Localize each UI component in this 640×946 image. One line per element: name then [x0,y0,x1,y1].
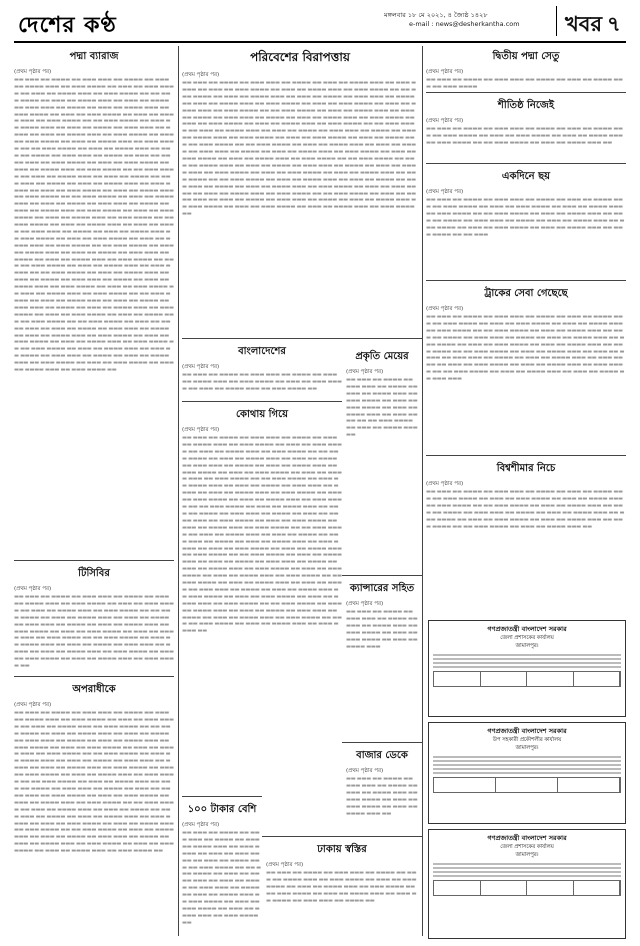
section-divider [182,338,342,339]
headline: কোথায় গিয়ে [235,409,289,420]
article-oparadhi [14,679,174,937]
article-bangladesh [182,341,342,399]
ad-table [433,777,621,793]
govt-notice-ad [428,620,626,717]
section-divider [426,163,626,164]
column-divider [178,46,179,936]
body-text: ▬▬ ▬▬▬ ▬▬ ▬▬▬▬ ▬▬ ▬▬▬ ▬▬▬ ▬▬ ▬▬▬▬ ▬▬ ▬▬▬ ▬▬ ▬▬▬▬ ▬▬▬ ▬▬ ▬▬▬ ▬▬▬▬ ▬▬ ▬▬▬ ▬▬ ▬▬▬ ▬▬▬▬ ▬▬ ▬▬▬ ▬▬ ▬▬▬▬ ▬▬▬ ▬▬ ▬▬▬ ▬▬▬▬ ▬▬ ▬▬ ▬▬▬ ▬▬▬▬ ▬▬ ▬▬▬ ▬▬ ▬▬▬▬ ▬▬▬ ▬▬ [346,377,418,436]
kicker: (প্রথম পৃষ্ঠার পর) [182,822,220,828]
body-text: ▬▬ ▬▬▬ ▬▬ ▬▬▬▬ ▬▬ ▬▬▬ ▬▬▬ ▬▬ ▬▬▬▬ ▬▬ ▬▬▬ ▬▬ ▬▬▬▬ ▬▬▬ ▬▬ ▬▬▬ ▬▬▬▬ ▬▬ ▬▬▬ ▬▬ ▬▬▬ ▬▬▬▬ ▬▬ ▬▬▬ ▬▬ ▬▬▬▬ ▬▬▬ [346,609,418,650]
article-bajar [346,745,418,835]
section-label-box [556,6,627,36]
article-ekdine [426,166,626,278]
headline: পদ্মা ব্যারাজ [69,51,119,62]
headline: বিশ্বশীমার নিচে [496,463,556,474]
headline: টিসিবির [78,568,110,579]
article-nirjon [426,95,626,161]
headline: বাজার ডেকে [356,750,408,761]
kicker: (প্রথম পৃষ্ঠার পর) [14,69,52,75]
ad-table [433,671,621,687]
body-text: ▬▬ ▬▬▬ ▬▬ ▬▬▬▬ ▬▬ ▬▬▬ ▬▬▬ ▬▬ ▬▬▬▬ ▬▬ ▬▬▬ ▬▬ ▬▬▬▬ ▬▬▬ ▬▬ ▬▬▬ ▬▬▬▬ ▬▬ ▬▬▬ ▬▬ ▬▬▬ ▬▬▬▬ ▬▬ ▬▬▬ ▬▬ ▬▬▬▬ ▬▬▬ ▬▬ ▬▬▬ ▬▬▬▬ ▬▬ ▬▬ ▬▬▬ ▬▬▬▬ ▬▬ ▬▬▬ ▬▬ ▬▬▬▬ ▬▬▬ ▬▬ ▬▬▬ ▬▬ ▬▬▬▬ ▬▬ ▬▬▬ ▬▬▬ ▬▬ ▬▬▬▬ ▬▬ ▬▬▬ ▬▬ ▬▬▬▬ ▬▬▬ ▬▬ ▬▬▬ ▬▬▬▬ ▬▬ ▬▬▬ ▬▬ ▬▬▬ ▬▬▬▬ ▬▬ ▬▬▬ ▬▬ ▬▬▬▬ ▬▬▬ ▬▬ ▬▬▬ ▬▬▬▬ ▬▬ ▬▬ ▬▬▬ ▬▬▬▬ ▬▬ ▬▬▬ ▬▬ ▬▬▬▬ ▬▬▬ ▬▬ ▬▬▬ ▬▬ ▬▬▬▬ ▬▬ ▬▬▬ ▬▬▬ ▬▬ ▬▬▬▬ ▬▬ ▬▬▬ ▬▬ ▬▬▬▬ ▬▬▬ ▬▬ ▬▬▬ ▬▬▬▬ ▬▬ ▬▬▬ ▬▬ ▬▬▬ ▬▬▬▬ ▬▬ ▬▬▬ ▬▬ ▬▬▬▬ ▬▬▬ ▬▬ ▬▬▬ ▬▬▬▬ ▬▬ ▬▬ ▬▬▬ ▬▬▬▬ ▬▬ ▬▬▬ ▬▬ ▬▬▬▬ ▬▬▬ ▬▬ ▬▬▬ ▬▬ ▬▬▬▬ ▬▬ ▬▬▬ ▬▬▬ ▬▬ ▬▬▬▬ ▬▬ ▬▬▬ ▬▬ ▬▬▬▬ ▬▬▬ ▬▬ ▬▬▬ ▬▬▬▬ ▬▬ ▬▬▬ ▬▬ ▬▬▬ ▬▬▬▬ ▬▬ ▬▬▬ ▬▬ ▬▬▬▬ ▬▬▬ ▬▬ ▬▬▬ ▬▬▬▬ ▬▬ ▬▬ ▬▬▬ ▬▬▬▬ ▬▬ ▬▬▬ ▬▬ ▬▬▬▬ ▬▬▬ ▬▬ ▬▬▬ ▬▬ ▬▬▬▬ ▬▬ ▬▬▬ ▬▬▬ ▬▬ ▬▬▬▬ ▬▬ ▬▬▬ ▬▬ ▬▬▬▬ ▬▬▬ ▬▬ ▬▬▬ ▬▬▬▬ ▬▬ ▬▬▬ ▬▬ ▬▬▬ ▬▬▬▬ ▬▬ ▬▬▬ ▬▬ ▬▬▬▬ ▬▬▬ ▬▬ ▬▬▬ ▬▬▬▬ ▬▬ ▬▬ ▬▬▬ ▬▬▬▬ ▬▬ ▬▬▬ ▬▬ ▬▬▬▬ ▬▬▬ ▬▬ ▬▬▬ ▬▬ ▬▬▬▬ ▬▬ ▬▬▬ ▬▬▬ ▬▬ ▬▬▬▬ ▬▬ ▬▬▬ ▬▬ ▬▬▬▬ ▬▬▬ ▬▬ ▬▬▬ ▬▬▬▬ ▬▬ ▬▬▬ ▬▬ ▬▬▬ ▬▬▬▬ ▬▬ ▬▬▬ ▬▬ ▬▬▬▬ ▬▬▬ ▬▬ ▬▬▬ ▬▬▬▬ ▬▬ [14,710,174,855]
section-divider [342,742,422,743]
headline: ক্যান্সারের সহিত [349,583,415,594]
ad-title: গণপ্রজাতন্ত্রী বাংলাদেশ সরকার [487,834,567,842]
ad-title: গণপ্রজাতন্ত্রী বাংলাদেশ সরকার [487,625,567,633]
article-tcb [14,563,174,673]
body-text: ▬▬ ▬▬▬ ▬▬ ▬▬▬▬ ▬▬ ▬▬▬ ▬▬▬ ▬▬ ▬▬▬▬ ▬▬ ▬▬▬ ▬▬ ▬▬▬▬ ▬▬▬ ▬▬ ▬▬▬ ▬▬▬▬ ▬▬ ▬▬▬ ▬▬ ▬▬▬ ▬▬▬▬ ▬▬ ▬▬▬ ▬▬ ▬▬▬▬ ▬▬▬ ▬▬ [346,776,418,817]
headline: প্রকৃতি মেয়ের [355,351,409,362]
section-divider [426,92,626,93]
kicker: (প্রথম পৃষ্ঠার পর) [346,601,384,607]
ad-body [433,756,621,774]
govt-tender-ad [428,722,626,824]
kicker: (প্রথম পৃষ্ঠার পর) [14,702,52,708]
section-name: খবর [565,11,603,36]
article-prakriti [346,346,418,436]
kicker: (প্রথম পৃষ্ঠার পর) [426,69,464,75]
article-dhaka-swasti [266,839,418,937]
ad-subtitle-2: জামালপুর। [515,852,539,858]
section-divider [262,836,422,837]
page-number: ৭ [607,11,621,36]
kicker: (প্রথম পৃষ্ঠার পর) [426,306,464,312]
headline: ট্রাকের সেবা গেছেছে [484,288,568,299]
body-text: ▬▬ ▬▬▬ ▬▬ ▬▬▬▬ ▬▬ ▬▬▬ ▬▬▬ ▬▬ ▬▬▬▬ ▬▬ ▬▬▬ ▬▬ ▬▬▬▬ ▬▬▬ ▬▬ ▬▬▬ ▬▬▬▬ ▬▬ ▬▬▬ ▬▬ ▬▬▬ ▬▬▬▬ ▬▬ ▬▬▬ ▬▬ ▬▬▬▬ ▬▬▬ ▬▬ ▬▬▬ ▬▬▬▬ ▬▬ ▬▬ ▬▬▬ ▬▬▬▬ ▬▬ ▬▬▬ ▬▬ ▬▬▬▬ ▬▬▬ ▬▬ [426,126,623,146]
body-text: ▬▬ ▬▬▬ ▬▬ ▬▬▬▬ ▬▬ ▬▬▬ ▬▬▬ ▬▬ ▬▬▬▬ ▬▬ ▬▬▬ ▬▬ ▬▬▬▬ ▬▬▬ ▬▬ ▬▬▬ ▬▬▬▬ ▬▬ ▬▬▬ ▬▬ ▬▬▬ ▬▬▬▬ ▬▬ ▬▬▬ ▬▬ ▬▬▬▬ ▬▬▬ ▬▬ ▬▬▬ ▬▬▬▬ ▬▬ ▬▬ ▬▬▬ ▬▬▬▬ ▬▬ ▬▬▬ ▬▬ ▬▬▬▬ ▬▬▬ ▬▬ ▬▬▬ ▬▬ ▬▬▬▬ ▬▬ ▬▬▬ ▬▬▬ ▬▬ ▬▬▬▬ ▬▬ ▬▬▬ ▬▬ ▬▬▬▬ ▬▬▬ ▬▬ ▬▬▬ ▬▬▬▬ ▬▬ ▬▬▬ ▬▬ ▬▬▬ ▬▬▬▬ ▬▬ ▬▬▬ ▬▬ ▬▬▬▬ ▬▬▬ ▬▬ ▬▬▬ ▬▬▬▬ ▬▬ ▬▬ ▬▬▬ ▬▬▬▬ ▬▬ ▬▬▬ ▬▬ ▬▬▬▬ ▬▬▬ ▬▬ [426,489,625,530]
headline: পরিবেশের বিরাপত্তায় [250,50,350,64]
ad-subtitle-2: জামালপুর। [515,745,539,751]
masthead [14,6,626,40]
headline: অপরাধীকে [72,684,116,695]
newspaper-logo: দেশের কণ্ঠ [18,12,117,38]
article-ranjana [346,578,418,658]
masthead-rule [14,41,626,43]
body-text: ▬▬ ▬▬▬ ▬▬ ▬▬▬▬ ▬▬ ▬▬▬ ▬▬▬ ▬▬ ▬▬▬▬ ▬▬ ▬▬▬ ▬▬ ▬▬▬▬ ▬▬▬ ▬▬ ▬▬▬ ▬▬▬▬ ▬▬ ▬▬▬ ▬▬ ▬▬▬ ▬▬▬▬ ▬▬ ▬▬▬ ▬▬ ▬▬▬▬ ▬▬▬ ▬▬ ▬▬▬ ▬▬▬▬ ▬▬ ▬▬ ▬▬▬ ▬▬▬▬ ▬▬ ▬▬▬ ▬▬ ▬▬▬▬ ▬▬▬ ▬▬ ▬▬▬ ▬▬ ▬▬▬▬ ▬▬ ▬▬▬ ▬▬▬ ▬▬ ▬▬▬▬ ▬▬ ▬▬▬ ▬▬ ▬▬▬▬ ▬▬▬ ▬▬ ▬▬▬ ▬▬▬▬ ▬▬ ▬▬▬ ▬▬ ▬▬▬ ▬▬▬▬ ▬▬ ▬▬▬ ▬▬ ▬▬▬▬ ▬▬▬ ▬▬ ▬▬▬ ▬▬▬▬ ▬▬ [182,830,261,926]
kicker: (প্রথম পৃষ্ঠার পর) [346,768,384,774]
headline: দ্বিতীয় পদ্মা সেতু [492,51,560,62]
headline: একদিনে ছয় [501,171,551,182]
ad-title: গণপ্রজাতন্ত্রী বাংলাদেশ সরকার [487,727,567,735]
kicker: (প্রথম পৃষ্ঠার পর) [426,118,464,124]
headline: ১০০ টাকার বেশি [187,804,257,815]
article-kothay [182,404,342,794]
article-poribesh [182,46,418,336]
article-dwitiyo-padma [426,46,626,90]
section-divider [182,796,262,797]
kicker: (প্রথম পৃষ্ঠার পর) [266,862,304,868]
ad-subtitle-2: জামালপুর। [515,643,539,649]
headline: বাংলাদেশের [238,346,286,357]
body-text: ▬▬ ▬▬▬ ▬▬ ▬▬▬▬ ▬▬ ▬▬▬ ▬▬▬ ▬▬ ▬▬▬▬ ▬▬ ▬▬▬ ▬▬ ▬▬▬▬ ▬▬▬ ▬▬ ▬▬▬ ▬▬▬▬ ▬▬ ▬▬▬ ▬▬ ▬▬▬ ▬▬▬▬ ▬▬ ▬▬▬ ▬▬ ▬▬▬▬ ▬▬▬ ▬▬ ▬▬▬ ▬▬▬▬ ▬▬ ▬▬ ▬▬▬ ▬▬▬▬ ▬▬ ▬▬▬ ▬▬ ▬▬▬▬ ▬▬▬ ▬▬ ▬▬▬ ▬▬ ▬▬▬▬ ▬▬ ▬▬▬ ▬▬▬ ▬▬ ▬▬▬▬ ▬▬ ▬▬▬ ▬▬ ▬▬▬▬ ▬▬▬ ▬▬ ▬▬▬ ▬▬▬▬ ▬▬ ▬▬▬ ▬▬ ▬▬▬ ▬▬▬▬ ▬▬ ▬▬▬ ▬▬ ▬▬▬▬ ▬▬▬ ▬▬ ▬▬▬ ▬▬▬▬ ▬▬ ▬▬ ▬▬▬ ▬▬▬▬ ▬▬ ▬▬▬ ▬▬ ▬▬▬▬ ▬▬▬ ▬▬ ▬▬▬ ▬▬ ▬▬▬▬ ▬▬ ▬▬▬ ▬▬▬ ▬▬ ▬▬▬▬ ▬▬ ▬▬▬ ▬▬ ▬▬▬▬ ▬▬▬ ▬▬ ▬▬▬ ▬▬▬▬ ▬▬ ▬▬▬ ▬▬ ▬▬▬ ▬▬▬▬ ▬▬ ▬▬▬ ▬▬ ▬▬▬▬ ▬▬▬ ▬▬ ▬▬▬ ▬▬▬▬ ▬▬ ▬▬ ▬▬▬ ▬▬▬▬ ▬▬ ▬▬▬ ▬▬ ▬▬▬▬ ▬▬▬ ▬▬ ▬▬▬ ▬▬ ▬▬▬▬ ▬▬ ▬▬▬ ▬▬▬ ▬▬ ▬▬▬▬ ▬▬ ▬▬▬ ▬▬ ▬▬▬▬ ▬▬▬ ▬▬ ▬▬▬ ▬▬▬▬ ▬▬ ▬▬▬ ▬▬ ▬▬▬ ▬▬▬▬ ▬▬ ▬▬▬ ▬▬ ▬▬▬▬ ▬▬▬ ▬▬ ▬▬▬ ▬▬▬▬ ▬▬ ▬▬ ▬▬▬ ▬▬▬▬ ▬▬ ▬▬▬ ▬▬ ▬▬▬▬ ▬▬▬ ▬▬ ▬▬▬ ▬▬ ▬▬▬▬ ▬▬ ▬▬▬ ▬▬▬ ▬▬ ▬▬▬▬ ▬▬ ▬▬▬ ▬▬ ▬▬▬▬ ▬▬▬ ▬▬ ▬▬▬ ▬▬▬▬ ▬▬ ▬▬▬ ▬▬ ▬▬▬ ▬▬▬▬ ▬▬ ▬▬▬ ▬▬ ▬▬▬▬ ▬▬▬ ▬▬ ▬▬▬ ▬▬▬▬ ▬▬ ▬▬ ▬▬▬ ▬▬▬▬ ▬▬ ▬▬▬ ▬▬ ▬▬▬▬ ▬▬▬ ▬▬ ▬▬▬ ▬▬ ▬▬▬▬ ▬▬ ▬▬▬ ▬▬▬ ▬▬ ▬▬▬▬ ▬▬ ▬▬▬ ▬▬ ▬▬▬▬ ▬▬▬ ▬▬ ▬▬▬ ▬▬▬▬ ▬▬ ▬▬▬ ▬▬ ▬▬▬ ▬▬▬▬ ▬▬ ▬▬▬ ▬▬ ▬▬▬▬ ▬▬▬ ▬▬ ▬▬▬ ▬▬▬▬ ▬▬ ▬▬ ▬▬▬ ▬▬▬▬ ▬▬ ▬▬▬ ▬▬ ▬▬▬▬ ▬▬▬ ▬▬ ▬▬▬ ▬▬ ▬▬▬▬ ▬▬ ▬▬▬ ▬▬▬ ▬▬ ▬▬▬▬ ▬▬ ▬▬▬ ▬▬ ▬▬▬▬ ▬▬▬ ▬▬ ▬▬▬ ▬▬▬▬ ▬▬ ▬▬▬ ▬▬ ▬▬▬ ▬▬▬▬ ▬▬ ▬▬▬ ▬▬ ▬▬▬▬ ▬▬▬ ▬▬ ▬▬▬ ▬▬▬▬ ▬▬ ▬▬ ▬▬▬ ▬▬▬▬ ▬▬ ▬▬▬ ▬▬ ▬▬▬▬ ▬▬▬ ▬▬ ▬▬▬ ▬▬ ▬▬▬▬ ▬▬ ▬▬▬ ▬▬▬ ▬▬ ▬▬▬▬ ▬▬ ▬▬▬ ▬▬ ▬▬▬▬ ▬▬▬ ▬▬ ▬▬▬ ▬▬▬▬ ▬▬ ▬▬▬ ▬▬ ▬▬▬ ▬▬▬▬ ▬▬ ▬▬▬ ▬▬ ▬▬▬▬ ▬▬▬ ▬▬ ▬▬▬ ▬▬▬▬ ▬▬ [182,435,342,635]
kicker: (প্রথম পৃষ্ঠার পর) [426,189,464,195]
ad-body [433,654,621,668]
headline: ঢাকায় স্বস্তির [317,844,367,855]
column-divider [422,46,423,936]
section-divider [342,575,422,576]
body-text: ▬▬ ▬▬▬ ▬▬ ▬▬▬▬ ▬▬ ▬▬▬ ▬▬▬ ▬▬ ▬▬▬▬ ▬▬ ▬▬▬ ▬▬ ▬▬▬▬ ▬▬▬ ▬▬ ▬▬▬ ▬▬▬▬ ▬▬ ▬▬▬ ▬▬ ▬▬▬ ▬▬▬▬ ▬▬ ▬▬▬ ▬▬ ▬▬▬▬ ▬▬▬ ▬▬ ▬▬▬ ▬▬▬▬ ▬▬ ▬▬ ▬▬▬ ▬▬▬▬ ▬▬ ▬▬▬ ▬▬ ▬▬▬▬ ▬▬▬ ▬▬ ▬▬▬ ▬▬ ▬▬▬▬ ▬▬ ▬▬▬ ▬▬▬ ▬▬ ▬▬▬▬ ▬▬ ▬▬▬ ▬▬ ▬▬▬▬ ▬▬▬ ▬▬ ▬▬▬ ▬▬▬▬ ▬▬ ▬▬▬ ▬▬ ▬▬▬ ▬▬▬▬ ▬▬ ▬▬▬ ▬▬ ▬▬▬▬ ▬▬▬ ▬▬ ▬▬▬ ▬▬▬▬ ▬▬ ▬▬ ▬▬▬ [426,197,625,238]
body-text: ▬▬ ▬▬▬ ▬▬ ▬▬▬▬ ▬▬ ▬▬▬ ▬▬▬ ▬▬ ▬▬▬▬ ▬▬ ▬▬▬ ▬▬ ▬▬▬▬ ▬▬▬ ▬▬ ▬▬▬ ▬▬▬▬ ▬▬ ▬▬▬ ▬▬ ▬▬▬ ▬▬▬▬ ▬▬ ▬▬▬ ▬▬ ▬▬▬▬ ▬▬▬ ▬▬ ▬▬▬ ▬▬▬▬ ▬▬ ▬▬ ▬▬▬ ▬▬▬▬ ▬▬ ▬▬▬ ▬▬ ▬▬▬▬ ▬▬▬ ▬▬ ▬▬▬ ▬▬ ▬▬▬▬ ▬▬ ▬▬▬ ▬▬▬ ▬▬ ▬▬▬▬ ▬▬ [266,870,417,904]
ad-subtitle: জেলা প্রশাসকের কার্যালয় [500,844,554,850]
article-truck [426,283,626,453]
section-divider [426,455,626,456]
kicker: (প্রথম পৃষ্ঠার পর) [182,72,220,78]
section-divider [342,338,422,339]
article-padma [14,46,174,558]
body-text: ▬▬ ▬▬▬ ▬▬ ▬▬▬▬ ▬▬ ▬▬▬ ▬▬▬ ▬▬ ▬▬▬▬ ▬▬ ▬▬▬ ▬▬ ▬▬▬▬ ▬▬▬ ▬▬ ▬▬▬ ▬▬▬▬ [426,77,623,90]
ad-table [433,880,621,896]
section-divider [426,280,626,281]
body-text: ▬▬ ▬▬▬ ▬▬ ▬▬▬▬ ▬▬ ▬▬▬ ▬▬▬ ▬▬ ▬▬▬▬ ▬▬ ▬▬▬ ▬▬ ▬▬▬▬ ▬▬▬ ▬▬ ▬▬▬ ▬▬▬▬ ▬▬ ▬▬▬ ▬▬ ▬▬▬ ▬▬▬▬ ▬▬ ▬▬▬ ▬▬ ▬▬▬▬ ▬▬▬ ▬▬ ▬▬▬ ▬▬▬▬ ▬▬ ▬▬ ▬▬▬ ▬▬▬▬ ▬▬ ▬▬▬ ▬▬ ▬▬▬▬ ▬▬▬ ▬▬ ▬▬▬ ▬▬ ▬▬▬▬ ▬▬ ▬▬▬ ▬▬▬ ▬▬ ▬▬▬▬ ▬▬ ▬▬▬ ▬▬ ▬▬▬▬ ▬▬▬ ▬▬ ▬▬▬ ▬▬▬▬ ▬▬ ▬▬▬ ▬▬ ▬▬▬ ▬▬▬▬ ▬▬ ▬▬▬ ▬▬ ▬▬▬▬ ▬▬▬ ▬▬ ▬▬▬ ▬▬▬▬ ▬▬ ▬▬ ▬▬▬ ▬▬▬▬ ▬▬ ▬▬▬ ▬▬ ▬▬▬▬ ▬▬▬ ▬▬ ▬▬▬ ▬▬ ▬▬▬▬ ▬▬ ▬▬▬ ▬▬▬ ▬▬ ▬▬▬▬ ▬▬ ▬▬▬ ▬▬ ▬▬▬▬ ▬▬▬ ▬▬ ▬▬▬ ▬▬▬▬ ▬▬ ▬▬▬ ▬▬ ▬▬▬ ▬▬▬▬ ▬▬ ▬▬▬ ▬▬ ▬▬▬▬ ▬▬▬ ▬▬ ▬▬▬ ▬▬▬▬ ▬▬ ▬▬ ▬▬▬ ▬▬▬▬ ▬▬ ▬▬▬ ▬▬ ▬▬▬▬ ▬▬▬ ▬▬ ▬▬▬ ▬▬ ▬▬▬▬ ▬▬ ▬▬▬ ▬▬▬ [426,314,625,383]
issue-date: মঙ্গলবার ১৮ মে ২০২১, ৪ জ্যৈষ্ঠ ১৪২৮ [384,11,488,19]
article-100-taka [182,799,262,937]
section-divider [14,560,174,561]
kicker: (প্রথম পৃষ্ঠার পর) [346,369,384,375]
headline: শীতিষ্ঠ নিজেই [497,100,555,111]
body-text: ▬▬ ▬▬▬ ▬▬ ▬▬▬▬ ▬▬ ▬▬▬ ▬▬▬ ▬▬ ▬▬▬▬ ▬▬ ▬▬▬ ▬▬ ▬▬▬▬ ▬▬▬ ▬▬ ▬▬▬ ▬▬▬▬ ▬▬ ▬▬▬ ▬▬ ▬▬▬ ▬▬▬▬ ▬▬ ▬▬▬ ▬▬ ▬▬▬▬ ▬▬▬ ▬▬ ▬▬▬ ▬▬▬▬ ▬▬ [182,372,342,392]
kicker: (প্রথম পৃষ্ঠার পর) [182,364,220,370]
kicker: (প্রথম পৃষ্ঠার পর) [14,586,52,592]
section-divider [182,401,342,402]
kicker: (প্রথম পৃষ্ঠার পর) [426,481,464,487]
body-text: ▬▬ ▬▬▬ ▬▬ ▬▬▬▬ ▬▬ ▬▬▬ ▬▬▬ ▬▬ ▬▬▬▬ ▬▬ ▬▬▬ ▬▬ ▬▬▬▬ ▬▬▬ ▬▬ ▬▬▬ ▬▬▬▬ ▬▬ ▬▬▬ ▬▬ ▬▬▬ ▬▬▬▬ ▬▬ ▬▬▬ ▬▬ ▬▬▬▬ ▬▬▬ ▬▬ ▬▬▬ ▬▬▬▬ ▬▬ ▬▬ ▬▬▬ ▬▬▬▬ ▬▬ ▬▬▬ ▬▬ ▬▬▬▬ ▬▬▬ ▬▬ ▬▬▬ ▬▬ ▬▬▬▬ ▬▬ ▬▬▬ ▬▬▬ ▬▬ ▬▬▬▬ ▬▬ ▬▬▬ ▬▬ ▬▬▬▬ ▬▬▬ ▬▬ ▬▬▬ ▬▬▬▬ ▬▬ ▬▬▬ ▬▬ ▬▬▬ ▬▬▬▬ ▬▬ ▬▬▬ ▬▬ ▬▬▬▬ ▬▬▬ ▬▬ ▬▬▬ ▬▬▬▬ ▬▬ ▬▬ ▬▬▬ ▬▬▬▬ ▬▬ ▬▬▬ ▬▬ ▬▬▬▬ ▬▬▬ ▬▬ ▬▬▬ ▬▬ ▬▬▬▬ ▬▬ ▬▬▬ ▬▬▬ ▬▬ ▬▬▬▬ ▬▬ ▬▬▬ ▬▬ ▬▬▬▬ ▬▬▬ ▬▬ ▬▬▬ ▬▬▬▬ ▬▬ ▬▬▬ ▬▬ ▬▬▬ ▬▬▬▬ ▬▬ ▬▬▬ ▬▬ ▬▬▬▬ ▬▬▬ ▬▬ ▬▬▬ ▬▬▬▬ ▬▬ ▬▬ ▬▬▬ ▬▬▬▬ ▬▬ ▬▬▬ ▬▬ ▬▬▬▬ ▬▬▬ ▬▬ ▬▬▬ ▬▬ ▬▬▬▬ ▬▬ ▬▬▬ ▬▬▬ ▬▬ ▬▬▬▬ ▬▬ ▬▬▬ ▬▬ ▬▬▬▬ ▬▬▬ ▬▬ ▬▬▬ ▬▬▬▬ ▬▬ ▬▬▬ ▬▬ ▬▬▬ ▬▬▬▬ ▬▬ ▬▬▬ ▬▬ ▬▬▬▬ ▬▬▬ ▬▬ ▬▬▬ ▬▬▬▬ ▬▬ ▬▬ ▬▬▬ ▬▬▬▬ ▬▬ ▬▬▬ ▬▬ ▬▬▬▬ ▬▬▬ ▬▬ ▬▬▬ ▬▬ ▬▬▬▬ ▬▬ ▬▬▬ ▬▬▬ ▬▬ ▬▬▬▬ ▬▬ ▬▬▬ ▬▬ ▬▬▬▬ ▬▬▬ ▬▬ ▬▬▬ ▬▬▬▬ ▬▬ ▬▬▬ ▬▬ ▬▬▬ ▬▬▬▬ ▬▬ ▬▬▬ ▬▬ ▬▬▬▬ ▬▬▬ ▬▬ ▬▬▬ ▬▬▬▬ ▬▬ ▬▬ ▬▬▬ ▬▬▬▬ ▬▬ ▬▬▬ ▬▬ ▬▬▬▬ ▬▬▬ ▬▬ ▬▬▬ ▬▬ ▬▬▬▬ ▬▬ ▬▬▬ ▬▬▬ ▬▬ ▬▬▬▬ ▬▬ ▬▬▬ ▬▬ ▬▬▬▬ ▬▬▬ ▬▬ ▬▬▬ ▬▬▬▬ ▬▬ ▬▬▬ ▬▬ ▬▬▬ ▬▬▬▬ ▬▬ ▬▬▬ ▬▬ ▬▬▬▬ ▬▬▬ ▬▬ ▬▬▬ ▬▬▬▬ ▬▬ ▬▬ ▬▬▬ ▬▬▬▬ ▬▬ ▬▬▬ ▬▬ ▬▬▬▬ ▬▬▬ ▬▬ ▬▬▬ ▬▬ ▬▬▬▬ ▬▬ ▬▬▬ ▬▬▬ ▬▬ ▬▬▬▬ ▬▬ ▬▬▬ ▬▬ ▬▬▬▬ ▬▬▬ ▬▬ ▬▬▬ ▬▬▬▬ ▬▬ ▬▬▬ ▬▬ ▬▬▬ ▬▬▬▬ ▬▬ ▬▬▬ ▬▬ ▬▬▬▬ ▬▬▬ ▬▬ ▬▬▬ ▬▬▬▬ ▬▬ ▬▬ ▬▬▬ ▬▬▬▬ ▬▬ ▬▬▬ ▬▬ ▬▬▬▬ ▬▬▬ ▬▬ ▬▬▬ ▬▬ ▬▬▬▬ ▬▬ ▬▬▬ ▬▬▬ ▬▬ ▬▬▬▬ ▬▬ ▬▬▬ ▬▬ ▬▬▬▬ ▬▬▬ ▬▬ ▬▬▬ ▬▬▬▬ ▬▬ ▬▬▬ ▬▬ ▬▬▬ ▬▬▬▬ ▬▬ ▬▬▬ ▬▬ ▬▬▬▬ ▬▬▬ ▬▬ ▬▬▬ ▬▬▬▬ ▬▬ ▬▬ ▬▬▬ ▬▬▬▬ ▬▬ ▬▬▬ ▬▬ ▬▬▬▬ ▬▬▬ ▬▬ ▬▬▬ ▬▬ ▬▬▬▬ ▬▬ ▬▬▬ ▬▬▬ ▬▬ ▬▬▬▬ ▬▬ ▬▬▬ ▬▬ ▬▬▬▬ ▬▬▬ ▬▬ ▬▬▬ ▬▬▬▬ ▬▬ ▬▬▬ ▬▬ ▬▬▬ ▬▬▬▬ ▬▬ ▬▬▬ ▬▬ ▬▬▬▬ ▬▬▬ ▬▬ ▬▬▬ ▬▬▬▬ ▬▬ ▬▬ ▬▬▬ ▬▬▬▬ ▬▬ ▬▬▬ ▬▬ ▬▬▬▬ ▬▬▬ ▬▬ ▬▬▬ ▬▬ ▬▬▬▬ ▬▬ ▬▬▬ ▬▬▬ ▬▬ ▬▬▬▬ ▬▬ ▬▬▬ ▬▬ ▬▬▬▬ ▬▬▬ ▬▬ ▬▬▬ ▬▬▬▬ ▬▬ ▬▬▬ ▬▬ ▬▬▬ ▬▬▬▬ ▬▬ ▬▬▬ ▬▬ ▬▬▬▬ ▬▬▬ ▬▬ ▬▬▬ ▬▬▬▬ ▬▬ ▬▬ ▬▬▬ ▬▬▬▬ ▬▬ ▬▬▬ ▬▬ ▬▬▬▬ ▬▬▬ ▬▬ ▬▬▬ ▬▬ ▬▬▬▬ ▬▬ ▬▬▬ ▬▬▬ ▬▬ ▬▬▬▬ ▬▬ ▬▬▬ ▬▬ ▬▬▬▬ ▬▬▬ ▬▬ ▬▬▬ ▬▬▬▬ ▬▬ ▬▬▬ ▬▬ ▬▬▬ ▬▬▬▬ ▬▬ ▬▬▬ ▬▬ ▬▬▬▬ ▬▬▬ ▬▬ ▬▬▬ ▬▬▬▬ ▬▬ ▬▬ ▬▬▬ ▬▬▬▬ ▬▬ ▬▬▬ ▬▬ ▬▬▬▬ ▬▬▬ ▬▬ ▬▬▬ ▬▬ ▬▬▬▬ ▬▬ ▬▬▬ ▬▬▬ ▬▬ ▬▬▬▬ ▬▬ ▬▬▬ ▬▬ ▬▬▬▬ ▬▬▬ ▬▬ ▬▬▬ ▬▬▬▬ ▬▬ ▬▬▬ ▬▬ ▬▬▬ ▬▬▬▬ ▬▬ ▬▬▬ ▬▬ ▬▬▬▬ ▬▬▬ ▬▬ ▬▬▬ ▬▬▬▬ ▬▬ [14,77,174,374]
body-text: ▬▬ ▬▬▬ ▬▬ ▬▬▬▬ ▬▬ ▬▬▬ ▬▬▬ ▬▬ ▬▬▬▬ ▬▬ ▬▬▬ ▬▬ ▬▬▬▬ ▬▬▬ ▬▬ ▬▬▬ ▬▬▬▬ ▬▬ ▬▬▬ ▬▬ ▬▬▬ ▬▬▬▬ ▬▬ ▬▬▬ ▬▬ ▬▬▬▬ ▬▬▬ ▬▬ ▬▬▬ ▬▬▬▬ ▬▬ ▬▬ ▬▬▬ ▬▬▬▬ ▬▬ ▬▬▬ ▬▬ ▬▬▬▬ ▬▬▬ ▬▬ ▬▬▬ ▬▬ ▬▬▬▬ ▬▬ ▬▬▬ ▬▬▬ ▬▬ ▬▬▬▬ ▬▬ ▬▬▬ ▬▬ ▬▬▬▬ ▬▬▬ ▬▬ ▬▬▬ ▬▬▬▬ ▬▬ ▬▬▬ ▬▬ ▬▬▬ ▬▬▬▬ ▬▬ ▬▬▬ ▬▬ ▬▬▬▬ ▬▬▬ ▬▬ ▬▬▬ ▬▬▬▬ ▬▬ ▬▬ ▬▬▬ ▬▬▬▬ ▬▬ ▬▬▬ ▬▬ ▬▬▬▬ ▬▬▬ ▬▬ ▬▬▬ ▬▬ ▬▬▬▬ ▬▬ ▬▬▬ ▬▬▬ ▬▬ ▬▬▬▬ ▬▬ ▬▬▬ ▬▬ ▬▬▬▬ ▬▬▬ ▬▬ ▬▬▬ ▬▬▬▬ ▬▬ ▬▬▬ ▬▬ ▬▬▬ ▬▬▬▬ ▬▬ ▬▬▬ ▬▬ ▬▬▬▬ ▬▬▬ ▬▬ ▬▬▬ ▬▬▬▬ ▬▬ [14,594,174,670]
ad-subtitle: জেলা প্রশাসকের কার্যালয় [500,635,554,641]
govt-notice-ad-2 [428,829,626,939]
section-divider [14,676,174,677]
article-bishwas [426,458,626,570]
body-text: ▬▬ ▬▬▬ ▬▬ ▬▬▬▬ ▬▬ ▬▬▬ ▬▬▬ ▬▬ ▬▬▬▬ ▬▬ ▬▬▬ ▬▬ ▬▬▬▬ ▬▬▬ ▬▬ ▬▬▬ ▬▬▬▬ ▬▬ ▬▬▬ ▬▬ ▬▬▬ ▬▬▬▬ ▬▬ ▬▬▬ ▬▬ ▬▬▬▬ ▬▬▬ ▬▬ ▬▬▬ ▬▬▬▬ ▬▬ ▬▬ ▬▬▬ ▬▬▬▬ ▬▬ ▬▬▬ ▬▬ ▬▬▬▬ ▬▬▬ ▬▬ ▬▬▬ ▬▬ ▬▬▬▬ ▬▬ ▬▬▬ ▬▬▬ ▬▬ ▬▬▬▬ ▬▬ ▬▬▬ ▬▬ ▬▬▬▬ ▬▬▬ ▬▬ ▬▬▬ ▬▬▬▬ ▬▬ ▬▬▬ ▬▬ ▬▬▬ ▬▬▬▬ ▬▬ ▬▬▬ ▬▬ ▬▬▬▬ ▬▬▬ ▬▬ ▬▬▬ ▬▬▬▬ ▬▬ ▬▬ ▬▬▬ ▬▬▬▬ ▬▬ ▬▬▬ ▬▬ ▬▬▬▬ ▬▬▬ ▬▬ ▬▬▬ ▬▬ ▬▬▬▬ ▬▬ ▬▬▬ ▬▬▬ ▬▬ ▬▬▬▬ ▬▬ ▬▬▬ ▬▬ ▬▬▬▬ ▬▬▬ ▬▬ ▬▬▬ ▬▬▬▬ ▬▬ ▬▬▬ ▬▬ ▬▬▬ ▬▬▬▬ ▬▬ ▬▬▬ ▬▬ ▬▬▬▬ ▬▬▬ ▬▬ ▬▬▬ ▬▬▬▬ ▬▬ ▬▬ ▬▬▬ ▬▬▬▬ ▬▬ ▬▬▬ ▬▬ ▬▬▬▬ ▬▬▬ ▬▬ ▬▬▬ ▬▬ ▬▬▬▬ ▬▬ ▬▬▬ ▬▬▬ ▬▬ ▬▬▬▬ ▬▬ ▬▬▬ ▬▬ ▬▬▬▬ ▬▬▬ ▬▬ ▬▬▬ ▬▬▬▬ ▬▬ ▬▬▬ ▬▬ ▬▬▬ ▬▬▬▬ ▬▬ ▬▬▬ ▬▬ ▬▬▬▬ ▬▬▬ ▬▬ ▬▬▬ ▬▬▬▬ ▬▬ ▬▬ ▬▬▬ ▬▬▬▬ ▬▬ ▬▬▬ ▬▬ ▬▬▬▬ ▬▬▬ ▬▬ ▬▬▬ ▬▬ ▬▬▬▬ ▬▬ ▬▬▬ ▬▬▬ ▬▬ ▬▬▬▬ ▬▬ ▬▬▬ ▬▬ ▬▬▬▬ ▬▬▬ ▬▬ ▬▬▬ ▬▬▬▬ ▬▬ ▬▬▬ ▬▬ ▬▬▬ ▬▬▬▬ ▬▬ ▬▬▬ ▬▬ ▬▬▬▬ ▬▬▬ ▬▬ ▬▬▬ ▬▬▬▬ ▬▬ ▬▬ ▬▬▬ ▬▬▬▬ ▬▬ ▬▬▬ ▬▬ ▬▬▬▬ ▬▬▬ ▬▬ ▬▬▬ ▬▬ ▬▬▬▬ ▬▬ ▬▬▬ ▬▬▬ ▬▬ ▬▬▬▬ ▬▬ ▬▬▬ ▬▬ ▬▬▬▬ ▬▬▬ ▬▬ ▬▬▬ ▬▬▬▬ ▬▬ ▬▬▬ ▬▬ ▬▬▬ ▬▬▬▬ ▬▬ ▬▬▬ ▬▬ ▬▬▬▬ ▬▬▬ ▬▬ ▬▬▬ ▬▬▬▬ ▬▬ ▬▬ ▬▬▬ ▬▬▬▬ ▬▬ ▬▬▬ ▬▬ ▬▬▬▬ ▬▬▬ ▬▬ ▬▬▬ ▬▬ ▬▬▬▬ ▬▬ ▬▬▬ ▬▬▬ ▬▬ ▬▬▬▬ ▬▬ ▬▬▬ ▬▬ ▬▬▬▬ ▬▬▬ ▬▬ ▬▬▬ ▬▬▬▬ ▬▬ ▬▬▬ ▬▬ ▬▬▬ ▬▬▬▬ ▬▬ ▬▬▬ ▬▬ ▬▬▬▬ ▬▬▬ ▬▬ ▬▬▬ ▬▬▬▬ ▬▬ ▬▬ ▬▬▬ ▬▬▬▬ ▬▬ ▬▬▬ ▬▬ ▬▬▬▬ ▬▬▬ ▬▬ ▬▬▬ ▬▬ ▬▬▬▬ ▬▬ ▬▬▬ ▬▬▬ ▬▬ ▬▬▬▬ ▬▬ ▬▬▬ ▬▬ ▬▬▬▬ ▬▬▬ ▬▬ ▬▬▬ ▬▬▬▬ ▬▬ ▬▬▬ ▬▬ ▬▬▬ ▬▬▬▬ ▬▬ ▬▬▬ ▬▬ ▬▬▬▬ ▬▬▬ ▬▬ ▬▬▬ ▬▬▬▬ ▬▬ [182,80,416,218]
kicker: (প্রথম পৃষ্ঠার পর) [182,427,220,433]
ad-subtitle: উপ সহকারী প্রকৌশলীর কার্যালয় [492,737,562,743]
ad-body [433,863,621,877]
contact-email: e-mail : news@desherkantha.com [409,20,520,28]
